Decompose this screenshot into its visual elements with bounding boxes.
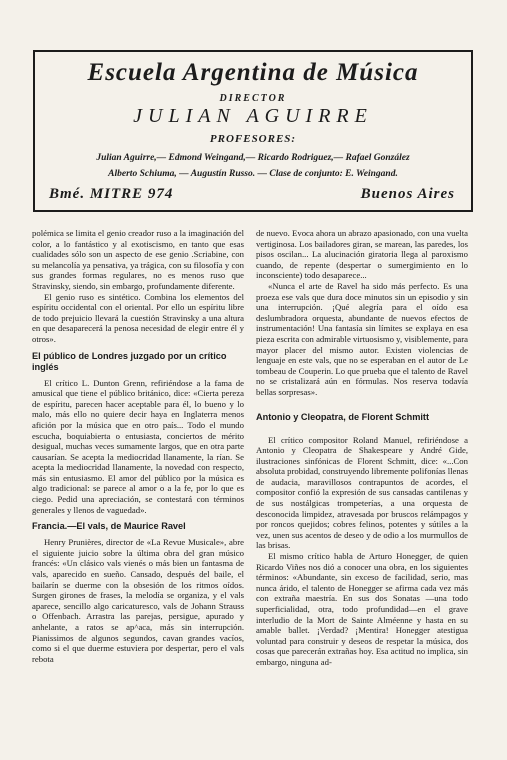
ad-professors-line-2: Alberto Schiuma, — Augustín Russo. — Clase de conjunto: E. Weingand. xyxy=(108,169,398,179)
paragraph: Henry Prunières, director de «La Revue Musicale», abre el siguiente juicio sobre la última obra del gran músico francés: «Un clásico vals vienés o más bien un fantasma de vals, aparecido en sueño. Cansado, después del baile, el bailarín se duerme con la obsesión de los ritmos oídos. Surgen girones de frases, la melodía se organiza, y el vals aparece, sencillo algo caricaturesco, vals de Johann Strauss o Offenbach. Arrastra las parejas, persigue, apurado y anhelante, a ratos se ap^aca, más sin interrupción. Pianissimos de algunos segundos, cavan grandes vacíos, como si el que duerme estuviera por despertar, pero el vals rebota xyxy=(32,537,244,664)
section-heading-london: El público de Londres juzgado por un crítico inglés xyxy=(32,350,227,372)
ad-professors-label: PROFESORES: xyxy=(209,133,297,145)
article-left-column xyxy=(32,228,244,664)
ad-title: Escuela Argentina de Música xyxy=(87,59,419,86)
paragraph: El crítico L. Dunton Grenn, refiriéndose a la fama de amusical que tiene el público británico, dice: «Cierta pereza de espíritu, parecen hacer aceptable para él, lo bueno y lo malo, más ello no quiere decir haya en Inglaterra menos afición por la música que en otro país... Todo el mundo escucha, boquiabierta o entusiasta, conciertos de mérito desigual, muchas veces sumamente largos, que en otra parte causarían. Se acepta la mediocridad llanamente, la rían. Se acepta la mediocridad llanamente, la novedad con respecto, más sin entusiasmo. El amor del público por la música es algo tradicional: se parece al amor o a la fe, por lo que es ciego. Pedid una apreciación, se contestará con términos generales y llenos de vaguedad». xyxy=(32,377,244,515)
school-advertisement xyxy=(33,50,473,212)
paragraph: El crítico compositor Roland Manuel, refiriéndose a Antonio y Cleopatra de Shakespeare y André Gide, ilustraciones sinfónicas de Florent Schmitt, dice: «...Con absoluta probidad, construyendo libremente polifonías llenas de audacia, maravillosos contrapuntos de acordes, el compositor confió la expresión de sus cansadas cantilenas y de sus nostálgicas trompeterías, a una orquesta de desconocida limpidez, atravesada por bruscos relámpagos y por roncos quejidos; cobres felinos, potentes y sútiles a la vez, unen sus acentos de deseo y de odio a los murmullos de las brisas. xyxy=(256,434,468,551)
ad-director-name: JULIAN AGUIRRE xyxy=(133,105,373,127)
paragraph: de nuevo. Evoca ahora un abrazo apasionado, con una vuelta vertiginosa. Los bailadores giran, se marean, las paredes, los pisos oscilan... La alucinación giratoria llega al paroxismo cuando, de repente (despertar o sumergimiento en lo inconsciente) todo desaparece... xyxy=(256,228,468,281)
ad-professors-line-1: Julian Aguirre,— Edmond Weingand,— Ricardo Rodriguez,— Rafael González xyxy=(96,153,410,163)
ad-address: Bmé. MITRE 974 xyxy=(49,186,174,202)
paragraph: El genio ruso es sintético. Combina los elementos del espíritu occidental con el oriental. Por ello un espíritu libre de todo prejuicio llevará la cuestión Stravinsky a una altura en que desaparecerá la penosa necesidad de elegir entre él y otros». xyxy=(32,291,244,344)
ad-city: Buenos Aires xyxy=(360,186,455,202)
ad-director-label: DIRECTOR xyxy=(219,93,287,104)
section-heading-antonio: Antonio y Cleopatra, de Florent Schmitt xyxy=(256,411,430,422)
paragraph: «Nunca el arte de Ravel ha sido más perfecto. Es una proeza ese vals que dura doce minutos sin un episodio y sin una interrupción. ¡Qué alegría para el oído esa deslumbradora orquesta, abundante de nuevos efectos de instrumentación! Una fantasía sin límites se explaya en esa pieza escrita con admirable virtuosismo y, visiblemente, para mayor placer del mismo autor. Existen violencias de lenguaje en este vals, que no se esperaban en el autor de Le tombeau de Couperin. Lo que prueba que el talento de Ravel no se cristalizará aún en fórmulas. Nos reserva todavía bellas sorpresas». xyxy=(256,280,468,397)
paragraph: El mismo crítico habla de Arturo Honegger, de quien Ricardo Viñes nos dió a conocer una obra, en los siguientes términos: «Abundante, sin exceso de facilidad, serio, mas nunca árido, el talento de Honegger se afirma cada vez más con extraña maestría. En sus dos Sonatas —una todo superficialidad, otra, todo profundidad—en el grave interludio de la Mort de Sainte Alméenne y hasta en su amable ballet. ¡Verdad? ¡Mentira! Honegger atestigua voluntad para construir y deseos de respetar la música, dos cosas que parecerán extrañas hoy. Esa actitud no implica, sin embargo, ninguna ad- xyxy=(256,551,468,667)
article-right-column xyxy=(256,228,468,668)
paragraph: polémica se limita el genio creador ruso a la imaginación del color, a lo fantástico y al exotiscismo, en tanto que esas cualidades sólo son un aspecto de ese genio .Scriabine, con su melancolía ya pensativa, ya trágica, con su filosofía y con sus grandes formas regulares, no es menos ruso que Stravinsky, siendo, sin embargo, profundamente diferente. xyxy=(32,228,244,291)
section-heading-france: Francia.—El vals, de Maurice Ravel xyxy=(32,521,186,532)
